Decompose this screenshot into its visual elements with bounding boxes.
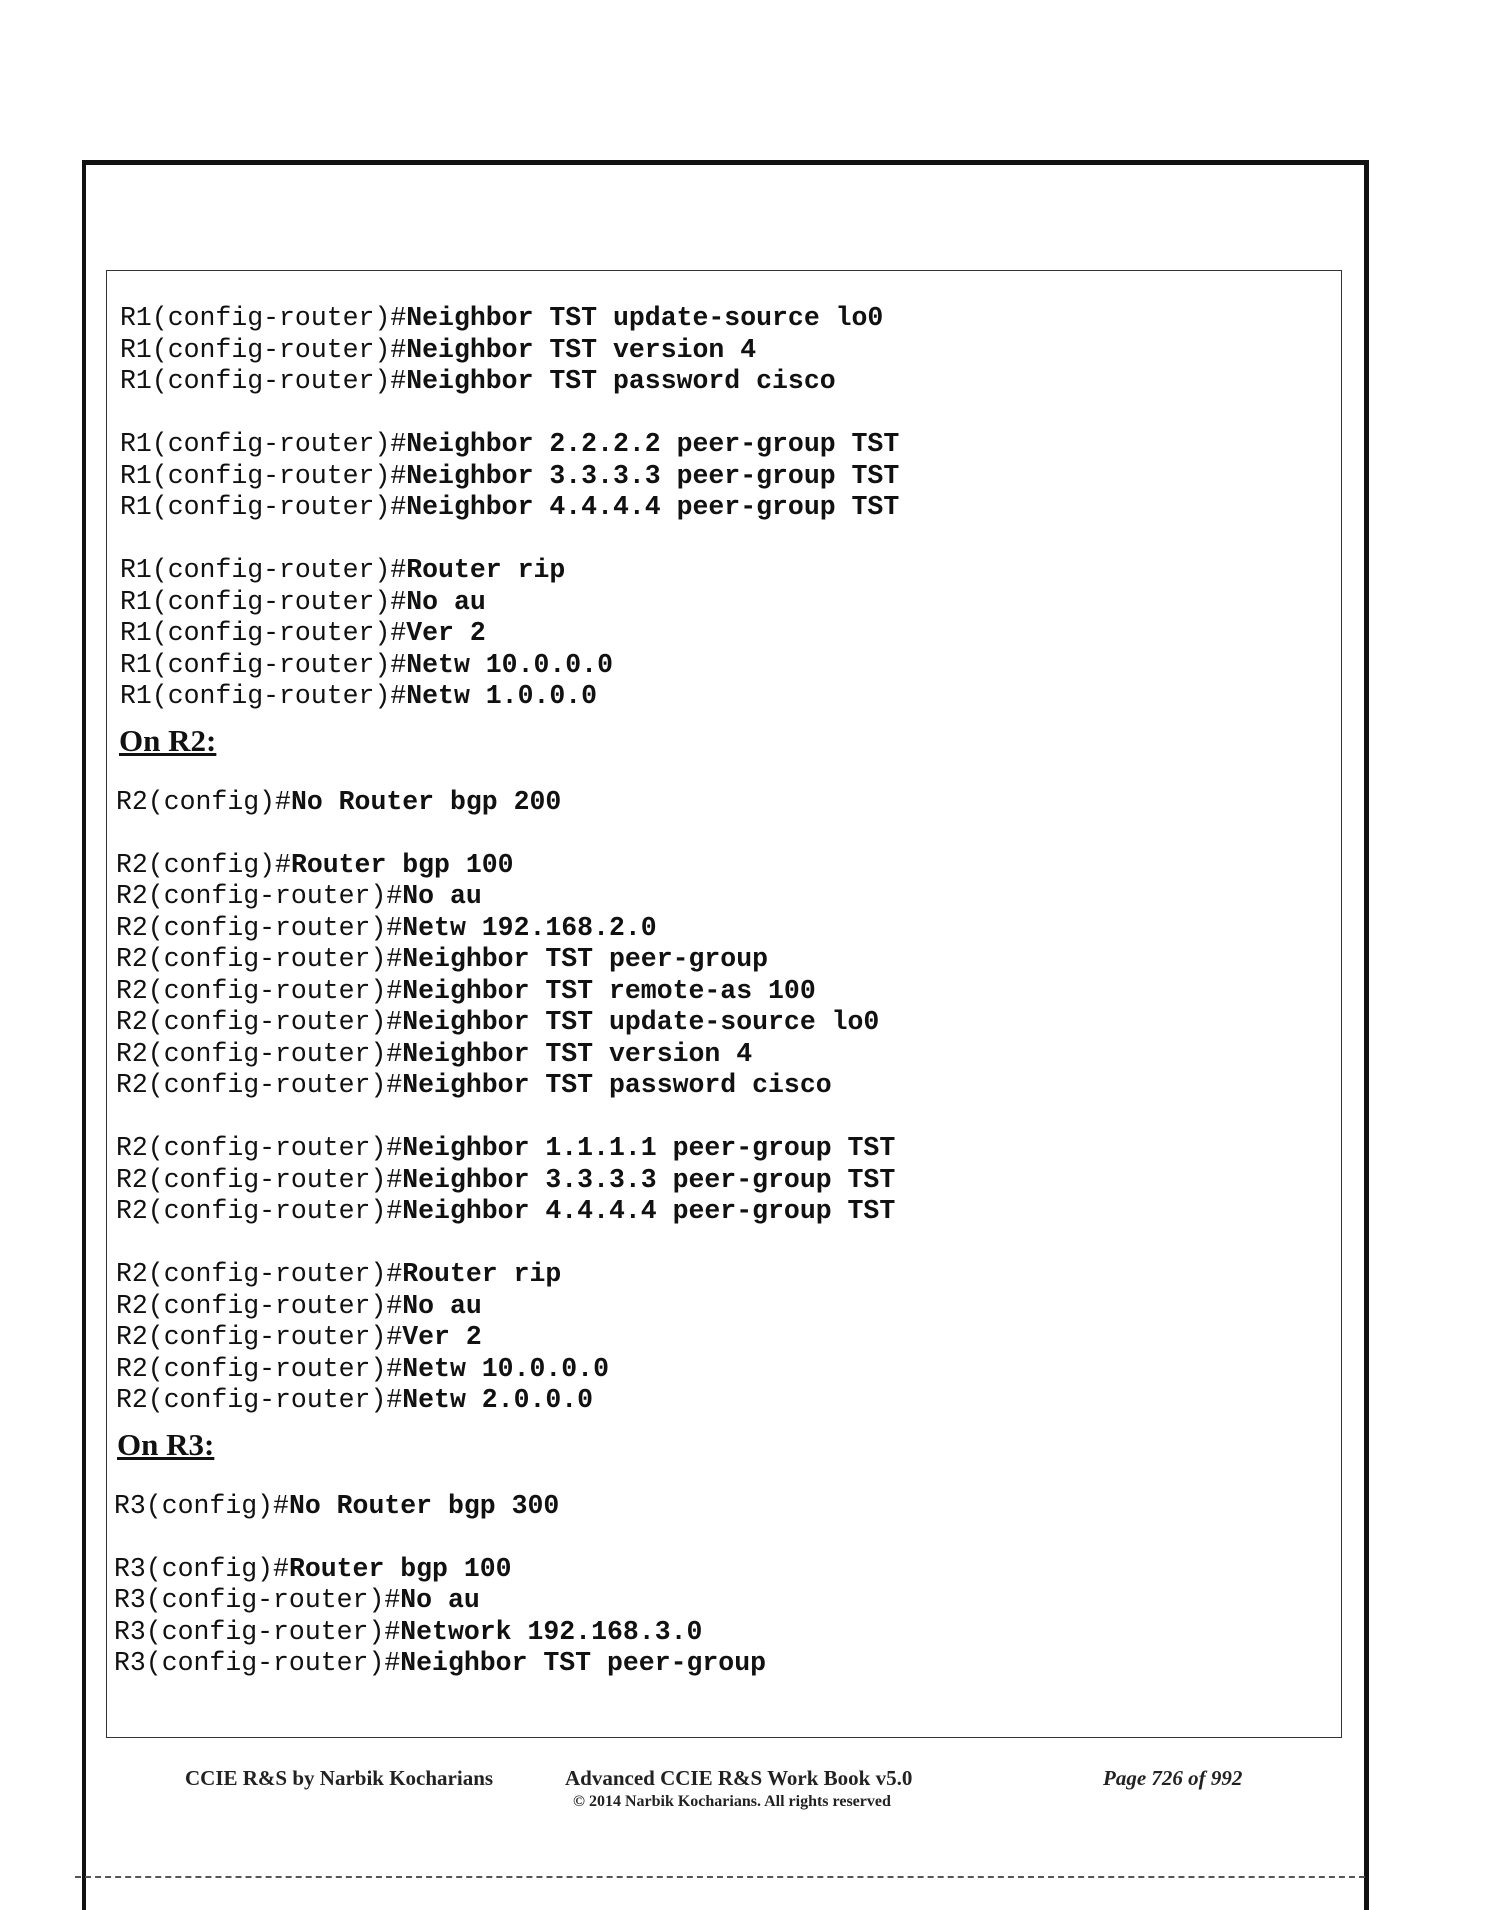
config-command: Neighbor TST peer-group xyxy=(402,944,769,974)
config-prompt: R2(config-router)# xyxy=(116,1290,403,1321)
footer-page-number: Page 726 of 992 xyxy=(1103,1766,1243,1790)
config-line xyxy=(116,1039,752,1069)
config-prompt: R3(config-router)# xyxy=(114,1616,401,1647)
config-line xyxy=(120,650,613,680)
config-command: Network 192.168.3.0 xyxy=(400,1616,703,1647)
config-line xyxy=(120,335,756,365)
config-command: Netw 10.0.0.0 xyxy=(406,649,613,680)
config-prompt: R1(config-router)# xyxy=(120,492,407,522)
config-line xyxy=(116,1070,832,1100)
config-command: Neighbor 3.3.3.3 peer-group TST xyxy=(406,460,900,491)
config-prompt: R2(config-router)# xyxy=(116,1070,403,1100)
config-command: No Router bgp 300 xyxy=(288,1490,560,1521)
config-line xyxy=(116,787,561,817)
config-line xyxy=(116,850,514,880)
config-command: Neighbor TST peer-group xyxy=(400,1648,767,1678)
config-prompt: R3(config)# xyxy=(114,1553,289,1584)
config-command: Netw 1.0.0.0 xyxy=(406,681,598,711)
config-prompt: R1(config-router)# xyxy=(120,555,407,585)
config-line xyxy=(116,1354,609,1384)
config-line xyxy=(120,681,597,711)
config-prompt: R2(config-router)# xyxy=(116,1353,403,1384)
config-line xyxy=(116,913,657,943)
config-prompt: R2(config-router)# xyxy=(116,1038,403,1069)
config-command: Neighbor 4.4.4.4 peer-group TST xyxy=(406,492,900,522)
config-command: Neighbor 1.1.1.1 peer-group TST xyxy=(402,1133,896,1163)
config-line xyxy=(116,1196,895,1226)
config-command: No au xyxy=(406,586,486,617)
config-line xyxy=(120,461,899,491)
config-line xyxy=(120,618,486,648)
config-command: Neighbor TST version 4 xyxy=(406,334,757,365)
config-line xyxy=(120,303,883,333)
config-line xyxy=(120,366,836,396)
config-prompt: R1(config-router)# xyxy=(120,429,407,459)
config-prompt: R1(config-router)# xyxy=(120,334,407,365)
config-line xyxy=(116,1259,561,1289)
config-prompt: R2(config-router)# xyxy=(116,944,403,974)
footer-book-title: Advanced CCIE R&S Work Book v5.0 xyxy=(565,1766,913,1790)
config-command: Neighbor TST update-source lo0 xyxy=(402,1007,880,1037)
config-prompt: R1(config-router)# xyxy=(120,366,407,396)
config-line xyxy=(116,881,482,911)
config-prompt: R1(config-router)# xyxy=(120,460,407,491)
config-command: Neighbor 4.4.4.4 peer-group TST xyxy=(402,1196,896,1226)
config-command: Netw 2.0.0.0 xyxy=(402,1385,594,1415)
config-command: Ver 2 xyxy=(406,618,486,648)
footer-author: CCIE R&S by Narbik Kocharians xyxy=(185,1766,494,1790)
config-prompt: R2(config)# xyxy=(116,786,291,817)
config-line xyxy=(116,1385,593,1415)
config-prompt: R3(config-router)# xyxy=(114,1585,401,1615)
config-line xyxy=(116,1007,879,1037)
config-command: Neighbor TST update-source lo0 xyxy=(406,303,884,333)
config-command: Neighbor TST password cisco xyxy=(406,366,836,396)
config-command: Router rip xyxy=(406,555,566,585)
config-command: Router bgp 100 xyxy=(290,849,514,880)
config-line xyxy=(120,555,565,585)
config-prompt: R1(config-router)# xyxy=(120,586,407,617)
config-prompt: R1(config-router)# xyxy=(120,681,407,711)
config-line xyxy=(114,1648,766,1678)
config-command: Neighbor 3.3.3.3 peer-group TST xyxy=(402,1164,896,1195)
config-prompt: R2(config-router)# xyxy=(116,1259,403,1289)
config-prompt: R2(config-router)# xyxy=(116,1007,403,1037)
config-command: Neighbor 2.2.2.2 peer-group TST xyxy=(406,429,900,459)
config-line xyxy=(116,976,816,1006)
config-prompt: R2(config-router)# xyxy=(116,1164,403,1195)
scan-bottom-rule xyxy=(75,1876,1365,1878)
config-command: No Router bgp 200 xyxy=(290,786,562,817)
config-line xyxy=(116,1291,482,1321)
config-command: Neighbor TST remote-as 100 xyxy=(402,975,816,1006)
config-line xyxy=(114,1585,480,1615)
config-prompt: R1(config-router)# xyxy=(120,649,407,680)
config-line xyxy=(120,429,899,459)
config-prompt: R2(config-router)# xyxy=(116,1385,403,1415)
config-prompt: R1(config-router)# xyxy=(120,303,407,333)
section-heading: On R2: xyxy=(119,722,217,758)
config-line xyxy=(116,1322,482,1352)
config-listing-box xyxy=(106,270,1342,1738)
config-command: Router rip xyxy=(402,1259,562,1289)
config-command: Neighbor TST version 4 xyxy=(402,1038,753,1069)
config-line xyxy=(116,944,768,974)
config-prompt: R2(config-router)# xyxy=(116,1196,403,1226)
config-line xyxy=(114,1617,702,1647)
config-line xyxy=(116,1133,895,1163)
config-prompt: R1(config-router)# xyxy=(120,618,407,648)
config-prompt: R3(config-router)# xyxy=(114,1648,401,1678)
config-line xyxy=(114,1491,559,1521)
config-command: Router bgp 100 xyxy=(288,1553,512,1584)
config-line xyxy=(116,1165,895,1195)
config-prompt: R2(config-router)# xyxy=(116,1133,403,1163)
config-command: Ver 2 xyxy=(402,1322,482,1352)
footer-copyright: © 2014 Narbik Kocharians. All rights reserved xyxy=(573,1793,891,1810)
config-command: Netw 10.0.0.0 xyxy=(402,1353,609,1384)
config-line xyxy=(120,492,899,522)
config-prompt: R3(config)# xyxy=(114,1490,289,1521)
config-command: Netw 192.168.2.0 xyxy=(402,912,657,943)
config-command: No au xyxy=(400,1585,480,1615)
config-prompt: R2(config-router)# xyxy=(116,975,403,1006)
section-heading: On R3: xyxy=(117,1426,215,1462)
config-line xyxy=(120,587,486,617)
config-command: No au xyxy=(402,1290,482,1321)
config-prompt: R2(config)# xyxy=(116,849,291,880)
config-prompt: R2(config-router)# xyxy=(116,912,403,943)
config-line xyxy=(114,1554,512,1584)
config-prompt: R2(config-router)# xyxy=(116,1322,403,1352)
config-command: No au xyxy=(402,881,482,911)
config-command: Neighbor TST password cisco xyxy=(402,1070,832,1100)
config-prompt: R2(config-router)# xyxy=(116,881,403,911)
